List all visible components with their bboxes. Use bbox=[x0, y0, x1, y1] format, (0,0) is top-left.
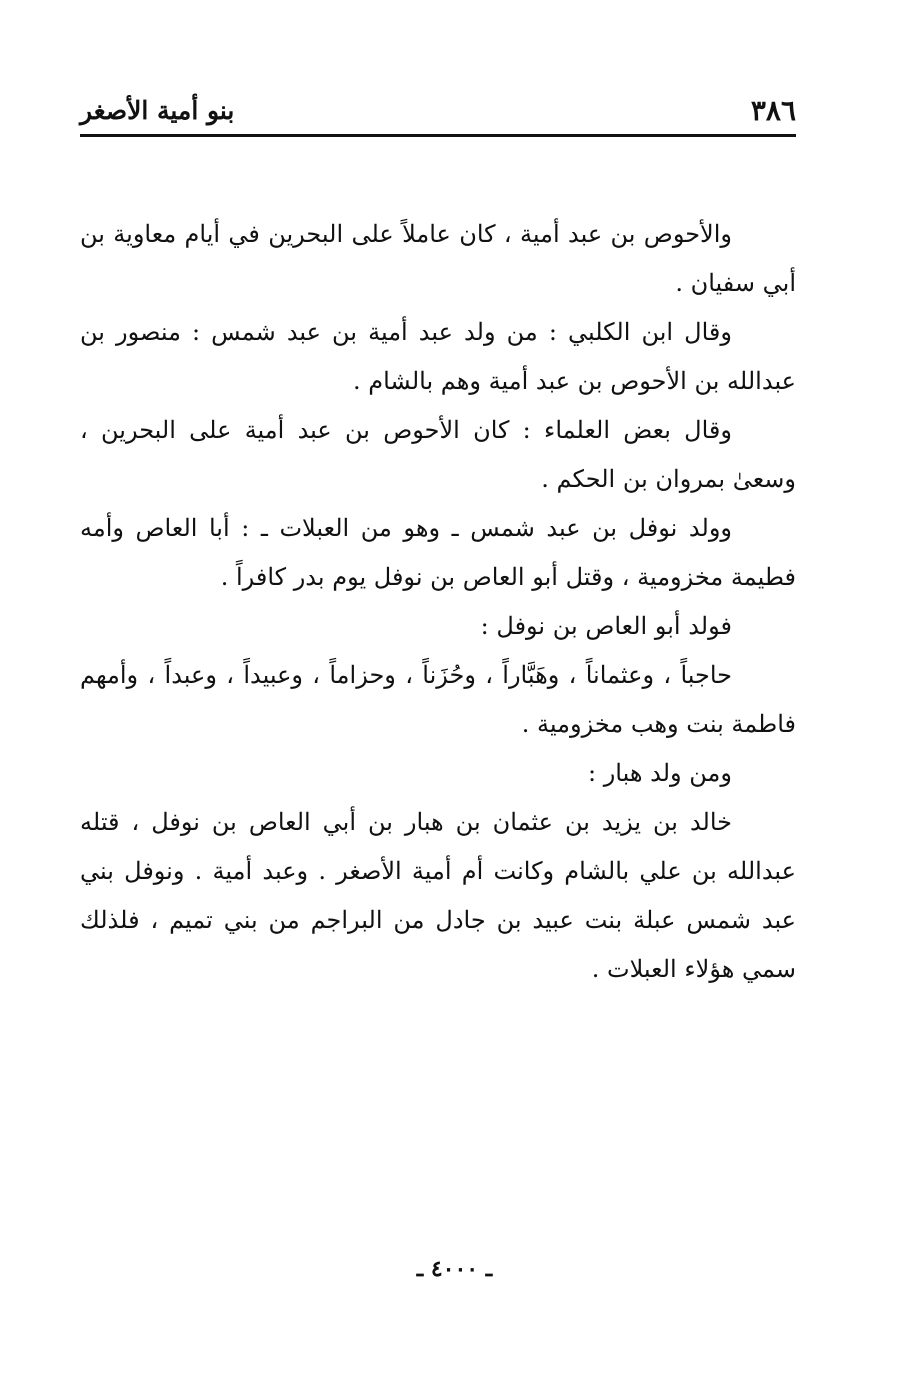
running-title: بنو أمية الأصغر bbox=[80, 95, 235, 125]
header-rule bbox=[80, 134, 796, 137]
page-number: ٣٨٦ bbox=[750, 93, 796, 127]
running-header bbox=[80, 88, 796, 132]
paragraph: وولد نوفل بن عبد شمس ـ وهو من العبلات ـ : أبا العاص وأمه فطيمة مخزومية ، وقتل أبو العاص بن نوفل يوم بدر كافراً . bbox=[80, 514, 796, 591]
paragraph: والأحوص بن عبد أمية ، كان عاملاً على البحرين في أيام معاوية بن أبي سفيان . bbox=[80, 220, 796, 297]
paragraph: ومن ولد هبار : bbox=[588, 759, 732, 787]
footer-sequence-number: ـ ٤٠٠٠ ـ bbox=[416, 1256, 493, 1282]
body-text bbox=[80, 210, 796, 994]
paragraph: وقال بعض العلماء : كان الأحوص بن عبد أمية على البحرين ، وسعىٰ بمروان بن الحكم . bbox=[80, 416, 796, 493]
paragraph: حاجباً ، وعثماناً ، وهَبَّاراً ، وحُزَناً ، وحزاماً ، وعبيداً ، وعبداً ، وأمهم فاطمة بنت وهب مخزومية . bbox=[80, 661, 796, 738]
paragraph: خالد بن يزيد بن عثمان بن هبار بن أبي العاص بن نوفل ، قتله عبدالله بن علي بالشام وكانت أم أمية الأصغر . وعبد أمية . ونوفل بني عبد شمس عبلة بنت عبيد بن جادل من البراجم من بني تميم ، فلذلك سمي هؤلاء العبلات . bbox=[80, 808, 797, 983]
paragraph: وقال ابن الكلبي : من ولد عبد أمية بن عبد شمس : منصور بن عبدالله بن الأحوص بن عبد أمية وهم بالشام . bbox=[80, 318, 796, 395]
paragraph: فولد أبو العاص بن نوفل : bbox=[480, 612, 732, 640]
